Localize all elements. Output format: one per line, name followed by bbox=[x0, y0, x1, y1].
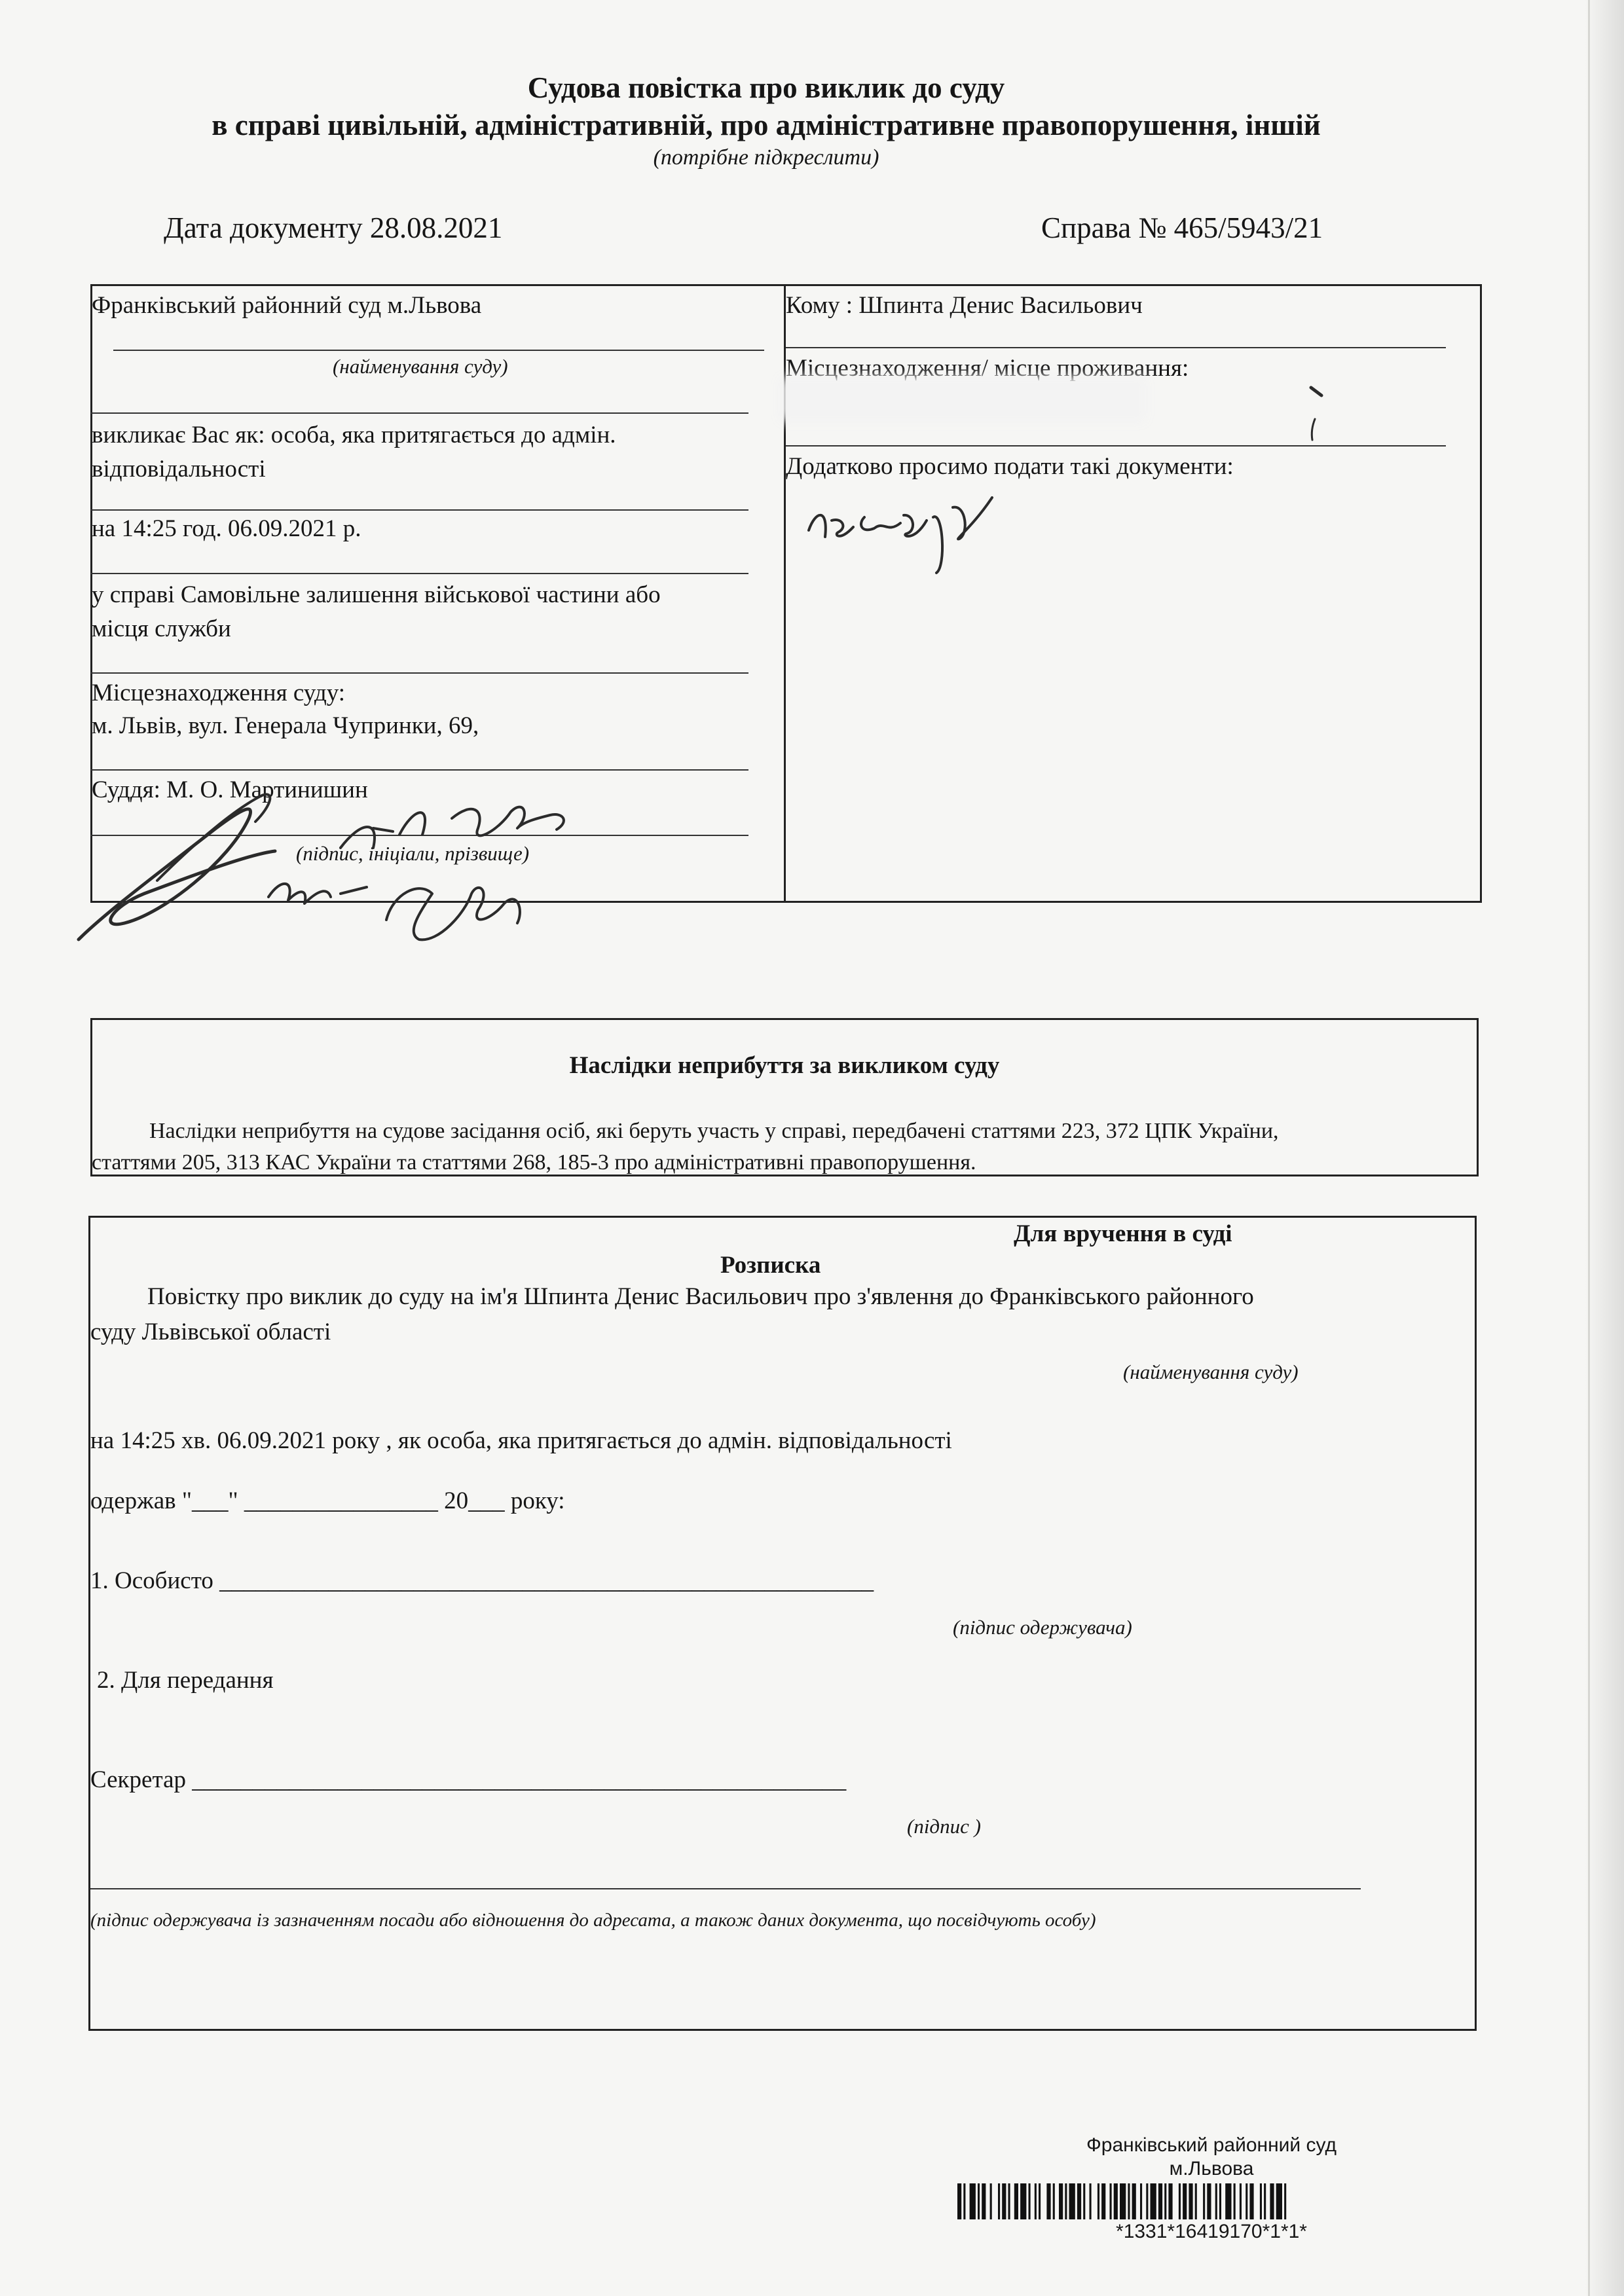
barcode-bar bbox=[957, 2183, 961, 2219]
barcode-bar bbox=[1260, 2183, 1262, 2219]
barcode-bar bbox=[1270, 2183, 1274, 2219]
court-name: Франківський районний суд м.Львова bbox=[92, 292, 482, 319]
barcode-bar bbox=[963, 2183, 965, 2219]
court-location-label: Місцезнаходження суду: bbox=[92, 680, 346, 706]
consequences-title: Наслідки неприбуття за викликом суду bbox=[569, 1052, 1000, 1079]
barcode bbox=[957, 2183, 1468, 2219]
judge-signature bbox=[65, 782, 629, 956]
residence-label: Місцезнаходження/ місце проживання: bbox=[786, 355, 1189, 382]
case-subject-line-2: місця служби bbox=[92, 615, 231, 642]
barcode-bar bbox=[1189, 2183, 1192, 2219]
barcode-bar bbox=[1029, 2183, 1031, 2219]
summon-role-line-1: викликає Вас як: особа, яка притягається до адмін. bbox=[92, 422, 616, 448]
case-number: Справа № 465/5943/21 bbox=[1041, 211, 1323, 244]
barcode-bar bbox=[1020, 2183, 1026, 2219]
barcode-bar bbox=[1234, 2183, 1236, 2219]
receipt-court-hint: (найменування суду) bbox=[1123, 1360, 1299, 1383]
barcode-bar bbox=[1225, 2183, 1231, 2219]
barcode-bar bbox=[1110, 2183, 1112, 2219]
consequences-text-line-2: статтями 205, 313 КАС України та статтями 268, 185-3 про адміністративні правопорушення. bbox=[92, 1150, 976, 1175]
barcode-bar bbox=[1002, 2183, 1006, 2219]
barcode-bar bbox=[1120, 2183, 1126, 2219]
barcode-bar bbox=[1249, 2183, 1253, 2219]
transfer-line: 2. Для передання bbox=[97, 1667, 274, 1694]
receipt-text-line-2: суду Львівської області bbox=[90, 1319, 331, 1345]
receipt-text-line-1: Повістку про виклик до суду на ім'я Шпинта Денис Васильович про з'явлення до Франківського районного bbox=[147, 1283, 1254, 1310]
title-hint: (потрібне підкреслити) bbox=[653, 145, 879, 170]
barcode-bar bbox=[1114, 2183, 1118, 2219]
row-separator bbox=[90, 573, 748, 574]
row-separator bbox=[90, 672, 748, 674]
barcode-bar bbox=[1179, 2183, 1181, 2219]
barcode-bar bbox=[1014, 2183, 1018, 2219]
recipient-signature-hint: (підпис одержувача) bbox=[953, 1616, 1132, 1639]
personally-received-line: 1. Особисто ______________________________________________________ bbox=[90, 1567, 874, 1594]
barcode-bar bbox=[1053, 2183, 1055, 2219]
summon-role-line-2: відповідальності bbox=[92, 456, 266, 483]
bottom-signature-hint: (підпис одержувача із зазначенням посади або відношення до адресата, а також даних документа, що посвідчують особу) bbox=[90, 1910, 1096, 1931]
court-location-value: м. Львів, вул. Генерала Чупринки, 69, bbox=[92, 712, 479, 739]
barcode-bar bbox=[982, 2183, 986, 2219]
barcode-bar bbox=[1264, 2183, 1266, 2219]
page-shadow bbox=[1585, 0, 1624, 2296]
document-date: Дата документу 28.08.2021 bbox=[164, 211, 503, 244]
judge-name: Суддя: М. О. Мартинишин bbox=[92, 776, 368, 803]
barcode-bar bbox=[1069, 2183, 1075, 2219]
barcode-bar bbox=[998, 2183, 1000, 2219]
row-separator bbox=[90, 412, 748, 414]
barcode-bar bbox=[1215, 2183, 1217, 2219]
barcode-bar bbox=[1158, 2183, 1162, 2219]
barcode-bar bbox=[1128, 2183, 1130, 2219]
barcode-bar bbox=[1164, 2183, 1166, 2219]
hearing-time: на 14:25 год. 06.09.2021 р. bbox=[92, 515, 361, 542]
footer-court-line-1: Франківський районний суд bbox=[1086, 2134, 1337, 2156]
barcode-bar bbox=[1039, 2183, 1041, 2219]
barcode-bar bbox=[1098, 2183, 1099, 2219]
row-separator bbox=[90, 769, 748, 771]
barcode-bar bbox=[1207, 2183, 1211, 2219]
secretary-line: Секретар ______________________________________________________ bbox=[90, 1766, 847, 1793]
for-court-delivery: Для вручення в суді bbox=[1014, 1220, 1232, 1247]
barcode-bar bbox=[1083, 2183, 1085, 2219]
barcode-bar bbox=[1168, 2183, 1172, 2219]
title-line-2: в справі цивільній, адміністративній, про адміністративне правопорушення, іншій bbox=[212, 109, 1321, 141]
handwritten-note bbox=[802, 481, 1012, 579]
footer-court-line-2: м.Львова bbox=[1169, 2158, 1254, 2179]
title-line-1: Судова повістка про виклик до суду bbox=[527, 71, 1005, 104]
barcode-bar bbox=[1203, 2183, 1205, 2219]
row-separator bbox=[786, 445, 1446, 446]
received-date-line: одержав "___" ________________ 20___ року: bbox=[90, 1487, 565, 1514]
secretary-signature-hint: (підпис ) bbox=[907, 1815, 981, 1838]
barcode-bar bbox=[1246, 2183, 1247, 2219]
barcode-bar bbox=[1195, 2183, 1197, 2219]
recipient-name: Кому : Шпинта Денис Васильович bbox=[786, 292, 1143, 319]
court-name-hint: (найменування суду) bbox=[333, 355, 508, 378]
row-separator bbox=[786, 347, 1446, 348]
redacted-address bbox=[786, 383, 1139, 416]
barcode-bar bbox=[1101, 2183, 1105, 2219]
barcode-bar bbox=[1183, 2183, 1187, 2219]
court-name-underline bbox=[113, 350, 764, 351]
barcode-bar bbox=[990, 2183, 992, 2219]
receipt-time-line: на 14:25 хв. 06.09.2021 року , як особа, яка притягається до адмін. відповідальності bbox=[90, 1427, 952, 1454]
receipt-signature-line bbox=[90, 1888, 1361, 1889]
barcode-bar bbox=[978, 2183, 980, 2219]
barcode-bar bbox=[1284, 2183, 1286, 2219]
row-separator bbox=[90, 509, 748, 511]
case-subject-line-1: у справі Самовільне залишення військової частини або bbox=[92, 581, 661, 608]
barcode-number: *1331*16419170*1*1* bbox=[1116, 2221, 1307, 2242]
barcode-bar bbox=[1219, 2183, 1221, 2219]
barcode-bar bbox=[1090, 2183, 1092, 2219]
barcode-bar bbox=[1132, 2183, 1136, 2219]
barcode-bar bbox=[1059, 2183, 1063, 2219]
barcode-bar bbox=[1140, 2183, 1142, 2219]
barcode-bar bbox=[1240, 2183, 1242, 2219]
consequences-text-line-1: Наслідки неприбуття на судове засідання осіб, які беруть участь у справі, передбачені статтями 223, 372 ЦПК України, bbox=[149, 1119, 1279, 1143]
barcode-bar bbox=[1035, 2183, 1037, 2219]
barcode-bar bbox=[1146, 2183, 1148, 2219]
barcode-bar bbox=[1008, 2183, 1010, 2219]
pen-mark bbox=[1303, 380, 1329, 445]
barcode-bar bbox=[1151, 2183, 1156, 2219]
barcode-bar bbox=[1065, 2183, 1067, 2219]
barcode-bar bbox=[1046, 2183, 1050, 2219]
barcode-bar bbox=[1077, 2183, 1081, 2219]
receipt-title: Розписка bbox=[720, 1252, 821, 1279]
signature-hint: (підпис, ініціали, прізвище) bbox=[296, 842, 530, 865]
barcode-bar bbox=[970, 2183, 976, 2219]
barcode-bar bbox=[1276, 2183, 1282, 2219]
extra-documents-label: Додатково просимо подати такі документи: bbox=[786, 453, 1234, 480]
